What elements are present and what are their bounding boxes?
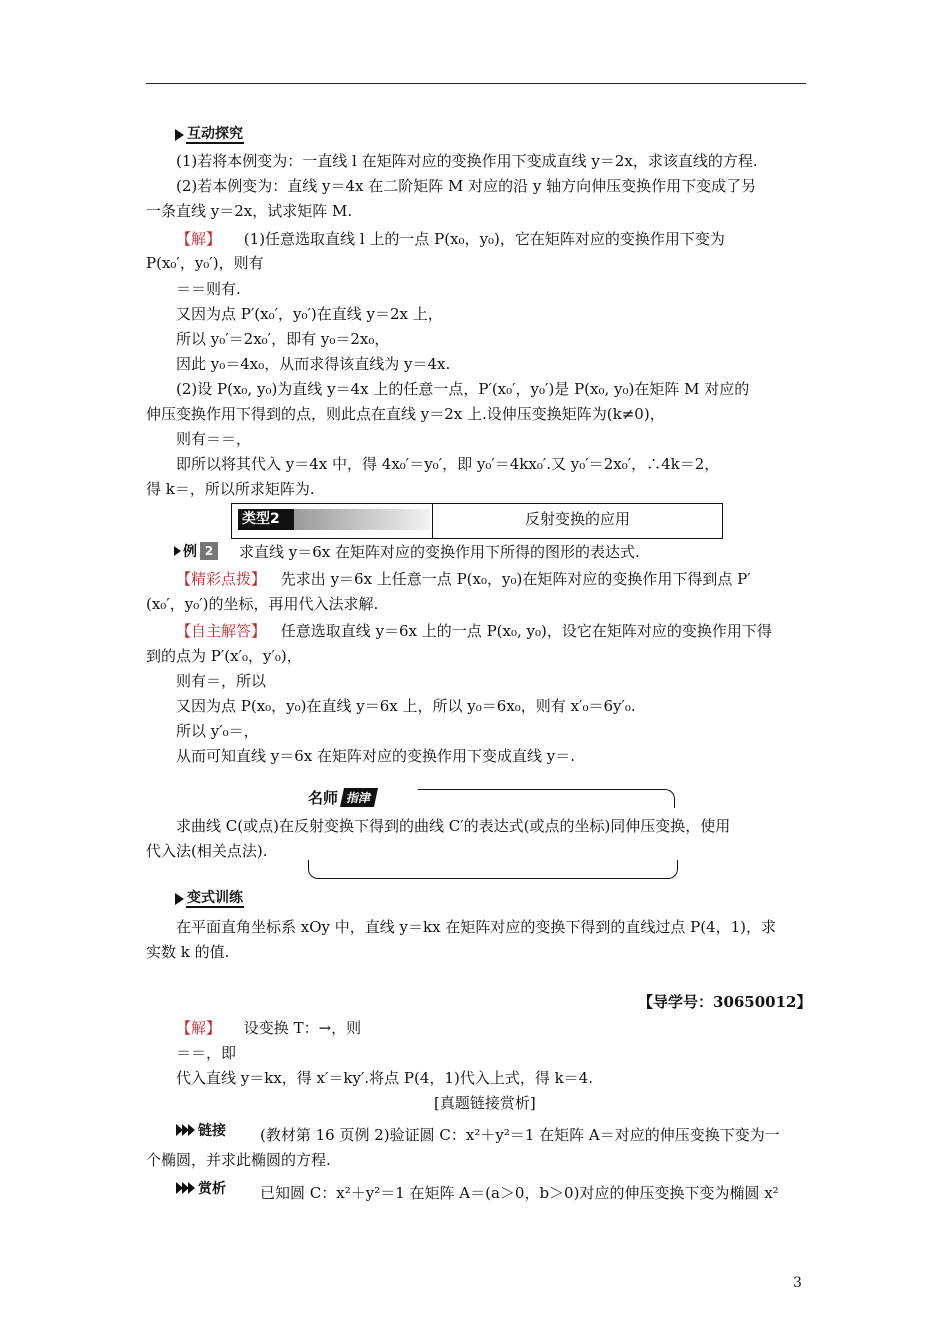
question-2-line2: 一条直线 y＝2x，试求矩阵 M. <box>146 202 353 220</box>
type-box-left <box>232 504 433 538</box>
type-box <box>231 503 723 539</box>
type-tag-gradient <box>294 509 430 530</box>
answer-label: 【自主解答】 <box>176 622 267 640</box>
guide-number: 【导学号：30650012】 <box>638 993 812 1011</box>
solution1-line10: 即所以将其代入 y＝4x 中，得 4x₀′＝y₀′，即 y₀′＝4kx₀′.又 y₀′＝2x₀′，∴4k＝2， <box>176 455 720 473</box>
appreciation-line1: 已知圆 C：x²＋y²＝1 在矩阵 A＝(a＞0，b＞0)对应的伸压变换下变为椭圆 x² <box>260 1184 779 1202</box>
example2-text: 求直线 y＝6x 在矩阵对应的变换作用下所得的图形的表达式. <box>239 543 640 561</box>
solution1-line3: ＝＝则有. <box>176 280 241 298</box>
teacher-note-label: 名师 指津 <box>308 787 376 807</box>
teacher-note-top <box>308 787 676 807</box>
link-heading: 链接 <box>176 1120 226 1140</box>
solution1-line9: 则有＝＝， <box>176 430 252 448</box>
practice-line1: 在平面直角坐标系 xOy 中，直线 y＝kx 在矩阵对应的变换下得到的直线过点 P(4，1)，求 <box>176 918 776 936</box>
answer-line2: 到的点为 P′(x′₀，y′₀)， <box>146 647 302 665</box>
play-triangle-icon <box>174 546 181 556</box>
answer-line4: 又因为点 P(x₀，y₀)在直线 y＝6x 上，所以 y₀＝6x₀，则有 x′₀＝6y′₀. <box>176 697 636 715</box>
solution1-line2: P(x₀′，y₀′)，则有 <box>146 254 264 272</box>
teacher-note-line2: 代入法(相关点法). <box>146 842 268 860</box>
solution-label: 【解】 <box>176 230 222 248</box>
teacher-note-frame-top <box>418 789 675 808</box>
double-chevron-icon <box>176 1182 194 1194</box>
link-line2: 个椭圆，并求此椭圆的方程. <box>146 1151 331 1169</box>
solution1-line11: 得 k＝，所以所求矩阵为. <box>146 480 315 498</box>
play-triangle-icon <box>175 129 184 141</box>
appreciation-heading: 赏析 <box>176 1178 226 1198</box>
solution2-line1: 【解】 设变换 T：→，则 <box>176 1019 362 1037</box>
solution1-line5: 所以 y₀′＝2x₀′，即有 y₀＝2x₀， <box>176 330 390 348</box>
hint-line1: 【精彩点拨】 先求出 y＝6x 上任意一点 P(x₀，y₀)在矩阵对应的变换作用下得到点 P′ <box>176 570 751 588</box>
answer-line6: 从而可知直线 y＝6x 在矩阵对应的变换作用下变成直线 y＝. <box>176 747 576 765</box>
example-badge: 例 2 <box>174 541 224 561</box>
solution-label: 【解】 <box>176 1019 222 1037</box>
hint-line2: (x₀′，y₀′)的坐标，再用代入法求解. <box>146 595 379 613</box>
question-1: (1)若将本例变为：一直线 l 在矩阵对应的变换作用下变成直线 y＝2x，求该直线的方程. <box>176 152 758 170</box>
answer-line1: 【自主解答】 任意选取直线 y＝6x 上的一点 P(x₀, y₀)，设它在矩阵对应的变换作用下得 <box>176 622 772 640</box>
solution2-line3: 代入直线 y＝kx，得 x′＝ky′.将点 P(4，1)代入上式，得 k＝4. <box>176 1069 593 1087</box>
double-chevron-icon <box>176 1124 194 1136</box>
teacher-note-frame-bottom <box>308 860 678 879</box>
section-heading-practice: 变式训练 <box>175 890 244 908</box>
header-rule <box>146 83 806 84</box>
hint-label: 【精彩点拨】 <box>176 570 267 588</box>
real-link-heading: [真题链接赏析] <box>434 1094 536 1112</box>
answer-line5: 所以 y′₀＝， <box>176 722 259 740</box>
solution1-line7: (2)设 P(x₀, y₀)为直线 y＝4x 上的任意一点，P′(x₀′，y₀′)是 P(x₀, y₀)在矩阵 M 对应的 <box>176 380 750 398</box>
type-tag: 类型2 <box>238 509 294 530</box>
section-heading-interactive: 互动探究 <box>175 126 244 144</box>
solution1-line1: 【解】 (1)任意选取直线 l 上的一点 P(x₀，y₀)，它在矩阵对应的变换作用下变为 <box>176 230 725 248</box>
page-number: 3 <box>793 1275 802 1291</box>
solution1-line8: 伸压变换作用下得到的点，则此点在直线 y＝2x 上.设伸压变换矩阵为(k≠0)， <box>146 405 665 423</box>
link-line1: (教材第 16 页例 2)验证圆 C：x²＋y²＝1 在矩阵 A＝对应的伸压变换下变为一 <box>260 1126 780 1144</box>
solution1-line4: 又因为点 P′(x₀′，y₀′)在直线 y＝2x 上， <box>176 305 443 323</box>
question-2-line1: (2)若本例变为：直线 y＝4x 在二阶矩阵 M 对应的沿 y 轴方向伸压变换作用下变成了另 <box>176 177 757 195</box>
solution2-line2: ＝＝，即 <box>176 1044 237 1062</box>
teacher-note-line1: 求曲线 C(或点)在反射变换下得到的曲线 C′的表达式(或点的坐标)同伸压变换，使用 <box>176 817 731 835</box>
play-triangle-icon <box>175 893 184 905</box>
answer-line3: 则有＝，所以 <box>176 672 267 690</box>
solution1-line6: 因此 y₀＝4x₀，从而求得该直线为 y＝4x. <box>176 355 451 373</box>
practice-line2: 实数 k 的值. <box>146 943 230 961</box>
type-title: 反射变换的应用 <box>524 510 630 528</box>
